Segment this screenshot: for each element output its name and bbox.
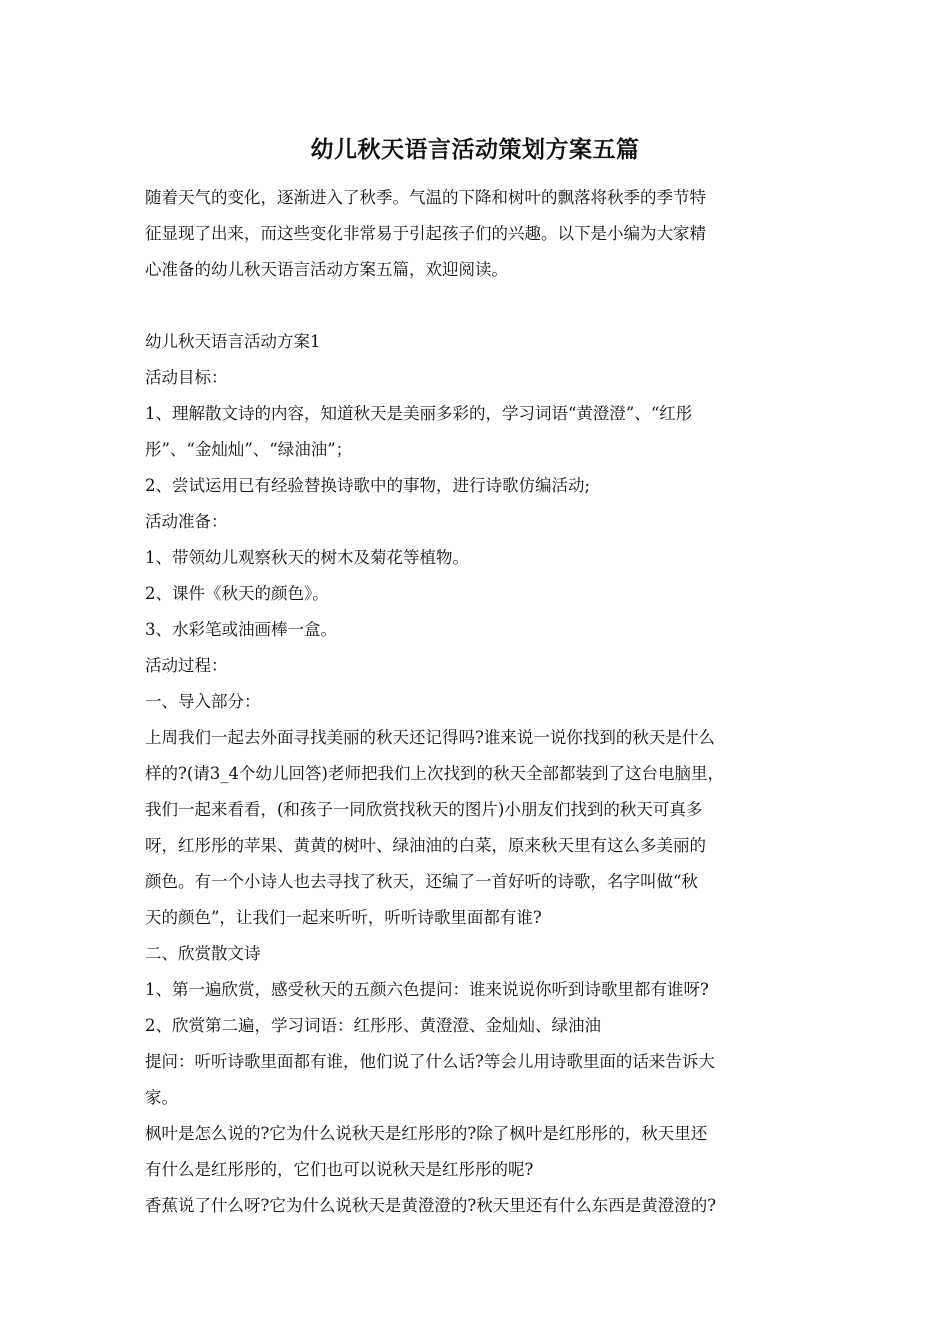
- text-line: 一、导入部分：: [145, 692, 261, 711]
- text-line: 我们一起来看看，(和孩子一同欣赏找秋天的图片)小朋友们找到的秋天可真多: [145, 800, 703, 819]
- text-line: 2、欣赏第二遍，学习词语：红彤彤、黄澄澄、金灿灿、绿油油: [145, 1016, 601, 1035]
- text-line: 枫叶是怎么说的?它为什么说秋天是红彤彤的?除了枫叶是红彤彤的，秋天里还: [145, 1124, 708, 1143]
- subheading-process: 活动过程：: [145, 656, 228, 675]
- text-line: 二、欣赏散文诗: [145, 944, 261, 963]
- text-line: 天的颜色”，让我们一起来听听，听听诗歌里面都有谁?: [145, 908, 542, 927]
- text-line: 颜色。有一个小诗人也去寻找了秋天，还编了一首好听的诗歌，名字叫做“秋: [145, 872, 698, 891]
- section-heading: 幼儿秋天语言活动方案1: [145, 332, 321, 351]
- text-line: 样的?(请3_4个幼儿回答)老师把我们上次找到的秋天全部都装到了这台电脑里，: [145, 764, 724, 783]
- text-line: 1、带领幼儿观察秋天的树木及菊花等植物。: [145, 548, 469, 567]
- text-line: 1、第一遍欣赏，感受秋天的五颜六色提问：谁来说说你听到诗歌里都有谁呀?: [145, 980, 709, 999]
- subheading-goals: 活动目标：: [145, 368, 228, 387]
- text-line: 1、理解散文诗的内容，知道秋天是美丽多彩的，学习词语“黄澄澄”、“红彤: [145, 404, 693, 423]
- intro-paragraph: [145, 180, 810, 288]
- subheading-preparation: 活动准备：: [145, 512, 228, 531]
- text-line: 3、水彩笔或油画棒一盒。: [145, 620, 337, 639]
- text-line: 2、课件《秋天的颜色》。: [145, 584, 329, 603]
- text-line: 家。: [145, 1088, 178, 1107]
- text-line: 提问：听听诗歌里面都有谁，他们说了什么话?等会儿用诗歌里面的话来告诉大: [145, 1052, 715, 1071]
- document-title: 幼儿秋天语言活动策划方案五篇: [310, 136, 640, 163]
- document-body: [145, 324, 810, 1224]
- text-line: 香蕉说了什么呀?它为什么说秋天是黄澄澄的?秋天里还有什么东西是黄澄澄的?: [145, 1196, 717, 1215]
- text-line: 呀，红彤彤的苹果、黄黄的树叶、绿油油的白菜，原来秋天里有这么多美丽的: [145, 836, 706, 855]
- text-line: 有什么是红彤彤的，它们也可以说秋天是红彤彤的呢?: [145, 1160, 534, 1179]
- text-line: 上周我们一起去外面寻找美丽的秋天还记得吗?谁来说一说你找到的秋天是什么: [145, 728, 715, 747]
- text-line: 2、尝试运用已有经验替换诗歌中的事物，进行诗歌仿编活动;: [145, 476, 591, 495]
- intro-line: 征显现了出来，而这些变化非常易于引起孩子们的兴趣。以下是小编为大家精: [145, 224, 706, 243]
- intro-line: 随着天气的变化，逐渐进入了秋季。气温的下降和树叶的飘落将秋季的季节特: [145, 188, 706, 207]
- intro-line: 心准备的幼儿秋天语言活动方案五篇，欢迎阅读。: [145, 260, 508, 279]
- text-line: 彤”、“金灿灿”、“绿油油”；: [145, 440, 353, 459]
